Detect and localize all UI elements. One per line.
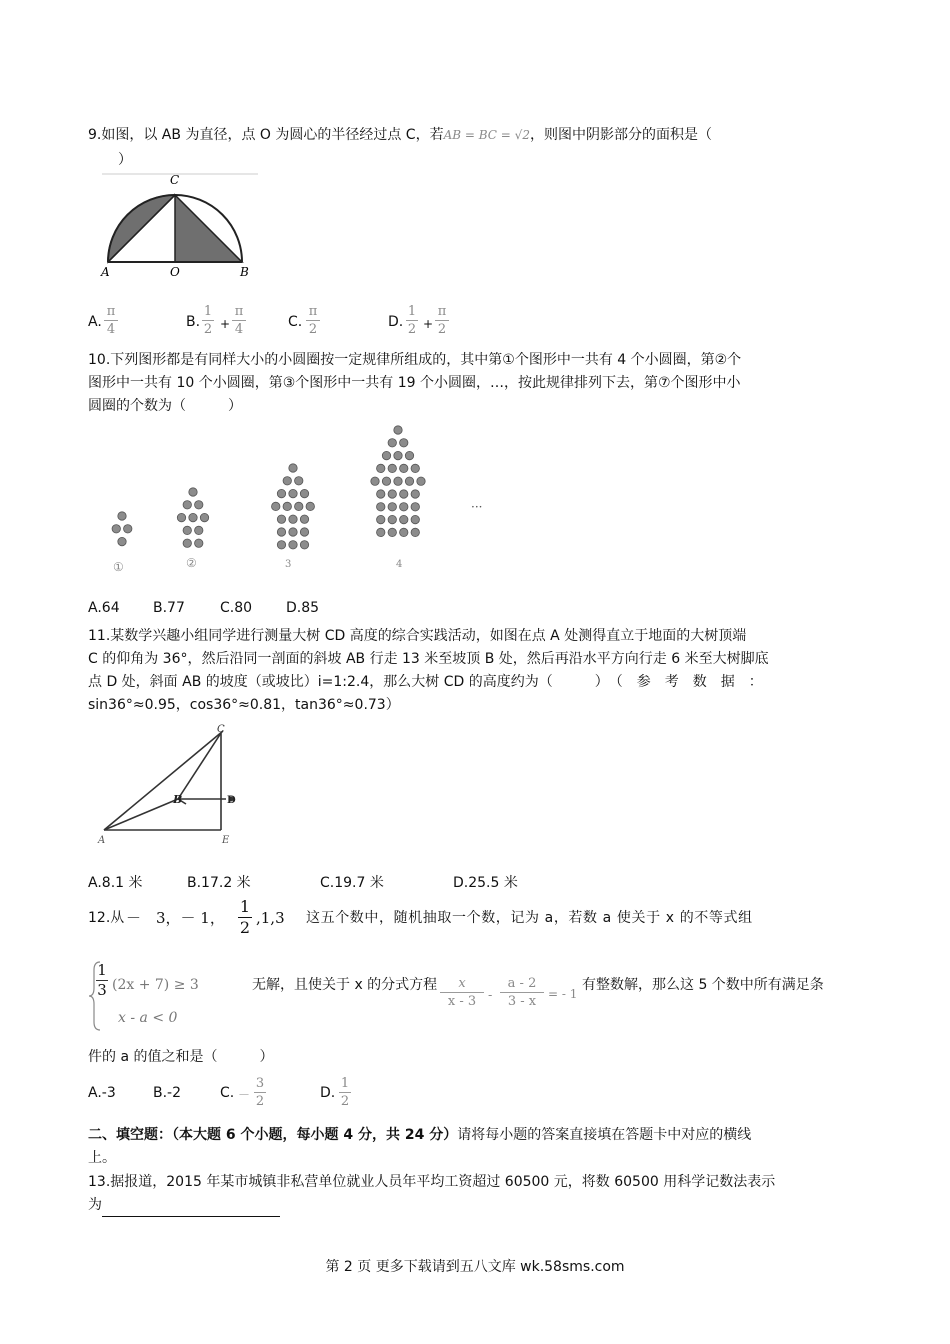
- q10-circle: [183, 526, 191, 534]
- page-footer: 第 2 页 更多下载请到五八文库 wk.58sms.com: [325, 1259, 625, 1275]
- q10-circle: [300, 528, 308, 536]
- q10-circle: [411, 503, 419, 511]
- q12-eq-rhs: = - 1: [548, 987, 578, 1001]
- q12-numbers-b: ,1,3: [256, 909, 285, 927]
- q11-text: 11.某数学兴趣小组同学进行测量大树 CD 高度的综合实践活动，如图在点 A 处测得直立于地面的大树顶端 C 的仰角为 36°，然后沿同一剖面的斜坡 AB 行走 13 米至坡顶 B 处，然后再沿水平方向行走 6 米至大树脚底 点 D 处，斜面 AB 的坡度（或坡比）i=1:2.4，那么大树 CD 的高度约为（ ） （ 参 考 数 据 ： sin36°≈0.95，cos36°≈0.81，tan36°≈0.73）: [88, 628, 769, 713]
- q9-label-c: C: [170, 173, 180, 187]
- q9-label-o: O: [170, 265, 180, 279]
- q11-option-b: B.17.2 米: [187, 875, 251, 891]
- q12-line3: 件的 a 的值之和是（ ）: [88, 1049, 274, 1065]
- q10-circle: [417, 477, 425, 485]
- q12-text-c: 有整数解，那么这 5 个数中所有满足条: [582, 977, 824, 993]
- q12-option-c-frac: 3 2: [255, 1076, 265, 1109]
- q10-circle: [371, 477, 379, 485]
- q10-circle: [289, 464, 297, 472]
- q9-formula: AB = BC = √2: [443, 128, 530, 142]
- q10-circle: [388, 528, 396, 536]
- q11-label-a: A: [98, 835, 106, 846]
- q10-circle: [112, 525, 120, 533]
- q10-circle: [272, 502, 280, 510]
- q10-circle: [411, 464, 419, 472]
- q12-sys-third: 1 3: [97, 961, 107, 999]
- q10-circle: [377, 515, 385, 523]
- q11-option-c: C.19.7 米: [320, 875, 384, 891]
- q10-option-b: B.77: [153, 600, 185, 616]
- q10-circle: [405, 477, 413, 485]
- q10-circle: [300, 489, 308, 497]
- q10-circle: [388, 439, 396, 447]
- q9-option-d-frac2: π 2: [435, 304, 449, 337]
- q9-option-c-label: C.: [288, 314, 303, 330]
- q10-circle: [400, 464, 408, 472]
- q10-circle: [277, 541, 285, 549]
- q10-circle: [382, 477, 390, 485]
- q10-circle: [400, 439, 408, 447]
- q13-text: 13.据报道，2015 年某市城镇非私营单位就业人员年平均工资超过 60500 元，将数 60500 用科学记数法表示 为: [88, 1171, 864, 1217]
- q10-circle: [189, 488, 197, 496]
- q10-option-d: D.85: [286, 600, 320, 616]
- q10-circle: [300, 515, 308, 523]
- q10-circle: [283, 502, 291, 510]
- q10-circle: [388, 464, 396, 472]
- q12-option-d-label: D.: [320, 1085, 336, 1101]
- q9-option-d-frac1: 1 2: [407, 304, 417, 337]
- q10-circle: [411, 528, 419, 536]
- q10-circle: [277, 515, 285, 523]
- q11-figure: [95, 722, 245, 847]
- q10-ellipsis: ···: [471, 500, 483, 514]
- q12-option-a: A.-3: [88, 1085, 116, 1101]
- q9-label-a: A: [101, 265, 110, 279]
- q10-circle: [189, 513, 197, 521]
- q10-circle: [124, 525, 132, 533]
- q10-circle: [118, 512, 126, 520]
- q12-text-b: 无解，且使关于 x 的分式方程: [252, 977, 438, 993]
- q9-option-b-frac2: π 4: [232, 304, 246, 337]
- q10-label-4: 4: [396, 559, 403, 570]
- q12-eq-frac2: a - 2 3 - x: [500, 976, 544, 1009]
- q9-option-a: π 4: [104, 304, 118, 337]
- q10-circle: [377, 528, 385, 536]
- q10-circle: [400, 503, 408, 511]
- q12-sys-expr2: x - a < 0: [118, 1010, 178, 1026]
- q10-circle: [394, 426, 402, 434]
- q10-circle: [289, 528, 297, 536]
- q10-circle: [283, 477, 291, 485]
- q10-circle: [388, 490, 396, 498]
- q9-shaded-triangle-right: [175, 195, 242, 262]
- q13-answer-blank[interactable]: [102, 1201, 280, 1217]
- q10-option-c: C.80: [220, 600, 253, 616]
- q9-option-b-frac1: 1 2: [203, 304, 213, 337]
- q12-option-c-label: C.: [220, 1085, 235, 1101]
- q10-circle: [377, 464, 385, 472]
- q10-circle: [289, 489, 297, 497]
- q10-circle: [306, 502, 314, 510]
- q10-circle: [277, 489, 285, 497]
- q9-text: 9.如图，以 AB 为直径，点 O 为圆心的半径经过点 C，若AB = BC = √2，则图中阴影部分的面积是（: [88, 127, 712, 143]
- q11-option-d: D.25.5 米: [453, 875, 518, 891]
- q9-label-b: B: [240, 265, 249, 279]
- q10-circle: [195, 501, 203, 509]
- q10-circle: [411, 490, 419, 498]
- q11-label-d: D: [227, 795, 236, 806]
- q10-circle: [289, 515, 297, 523]
- q10-circle: [377, 490, 385, 498]
- q10-circle: [394, 477, 402, 485]
- q12-text-a: 这五个数中，随机抽取一个数，记为 a，若数 a 使关于 x 的不等式组: [306, 910, 753, 926]
- q10-circle: [177, 513, 185, 521]
- q12-option-b: B.-2: [153, 1085, 182, 1101]
- q10-label-2: ②: [186, 556, 197, 570]
- q10-circle: [118, 537, 126, 545]
- q10-circle: [195, 526, 203, 534]
- q10-option-a: A.64: [88, 600, 120, 616]
- section-2-heading: 二、填空题：（本大题 6 个小题，每小题 4 分，共 24 分）请将每小题的答案直接填在答题卡中对应的横线 上。: [88, 1127, 752, 1166]
- q10-circle: [382, 451, 390, 459]
- q10-text: 10.下列图形都是有同样大小的小圆圈按一定规律所组成的，其中第①个图形中一共有 4 个小圆圈，第②个 图形中一共有 10 个小圆圈，第③个图形中一共有 19 个小圆圈，…，按此规律排列下去，第⑦个图形中小 圆圈的个数为（ ）: [88, 352, 742, 414]
- q10-circle: [183, 539, 191, 547]
- q12-numbers-a: － 3，－ 1，: [126, 909, 225, 927]
- q9-figure: [88, 168, 268, 280]
- q10-figure: [95, 420, 495, 580]
- q10-circle: [400, 490, 408, 498]
- q10-label-3: 3: [285, 559, 292, 570]
- q11-label-b: B: [173, 793, 183, 806]
- q10-circle: [400, 528, 408, 536]
- q12-intro: 12.从: [88, 910, 125, 926]
- q10-circle: [388, 515, 396, 523]
- q11-option-a: A.8.1 米: [88, 875, 143, 891]
- q10-circle: [295, 477, 303, 485]
- q12-half: 1 2: [239, 897, 251, 937]
- q11-label-c: C: [217, 724, 225, 735]
- q10-circle: [200, 513, 208, 521]
- q10-circle: [388, 503, 396, 511]
- q12-sys-expr1: (2x + 7) ≥ 3: [112, 977, 199, 993]
- q9-close: ）: [118, 152, 132, 168]
- q10-label-1: ①: [113, 560, 124, 574]
- q12-option-d-frac: 1 2: [340, 1076, 350, 1109]
- q11-label-e: E: [222, 835, 230, 846]
- q12-eq-frac1: x x - 3: [440, 976, 484, 1009]
- q10-circle: [405, 451, 413, 459]
- q10-circle: [411, 515, 419, 523]
- q9-option-a-label: A.: [88, 314, 102, 330]
- q10-circle: [394, 451, 402, 459]
- q10-circle: [289, 541, 297, 549]
- q10-circle: [400, 515, 408, 523]
- q9-option-c: π 2: [306, 304, 320, 337]
- q10-circle: [377, 503, 385, 511]
- q9-option-b-label: B.: [186, 314, 201, 330]
- q10-circle: [295, 502, 303, 510]
- q10-circle: [277, 528, 285, 536]
- q10-circle: [300, 541, 308, 549]
- q10-circle: [183, 501, 191, 509]
- q10-circle: [195, 539, 203, 547]
- q9-option-d-label: D.: [388, 314, 404, 330]
